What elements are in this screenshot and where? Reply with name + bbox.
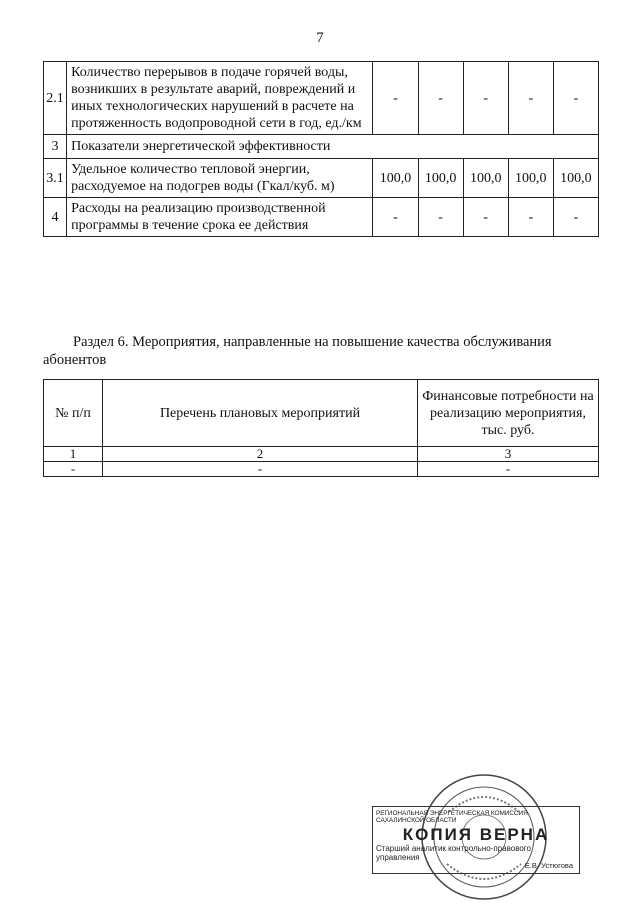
row-value: 100,0: [373, 159, 418, 198]
stamp-signatory: Е.В. Устюгова: [524, 861, 573, 870]
measures-table: [43, 379, 599, 477]
indicators-table: [43, 61, 599, 237]
row-value: 100,0: [418, 159, 463, 198]
stamp-organization: РЕГИОНАЛЬНАЯ ЭНЕРГЕТИЧЕСКАЯ КОМИССИЯ САХАЛИНСКОЙ ОБЛАСТИ: [376, 810, 528, 824]
row-value: -: [418, 198, 463, 237]
stamp-position: Старший аналитик контрольно-правового управления: [376, 844, 531, 862]
row-value: 100,0: [553, 159, 598, 198]
table-cell: -: [44, 462, 103, 477]
row-description: Количество перерывов в подаче горячей воды, возникших в результате аварий, повреждений и иных технологических нарушений в расчете на протяженность водопроводной сети в год, ед./км: [67, 62, 373, 135]
column-header-financing: Финансовые потребности на реализацию мероприятия, тыс. руб.: [418, 380, 599, 447]
section-heading: Раздел 6. Мероприятия, направленные на повышение качества обслуживания абонентов: [43, 334, 552, 368]
column-header-measures: Перечень плановых мероприятий: [103, 380, 418, 447]
row-value: -: [553, 62, 598, 135]
column-header-number: № п/п: [44, 380, 103, 447]
row-number: 3: [44, 135, 67, 159]
row-value: -: [463, 198, 508, 237]
table-cell: 2: [103, 447, 418, 462]
row-description: Удельное количество тепловой энергии, расходуемое на подогрев воды (Гкал/куб. м): [67, 159, 373, 198]
row-value: -: [373, 62, 418, 135]
row-description: Показатели энергетической эффективности: [67, 135, 599, 159]
table-row: [44, 62, 599, 135]
row-value: 100,0: [508, 159, 553, 198]
table-row: [44, 447, 599, 462]
row-value: 100,0: [463, 159, 508, 198]
table-cell: -: [418, 462, 599, 477]
table-row: [44, 198, 599, 237]
row-value: -: [508, 62, 553, 135]
page-number: 7: [316, 30, 324, 46]
certification-stamp: [372, 806, 580, 874]
row-value: -: [373, 198, 418, 237]
table-row: [44, 135, 599, 159]
table-cell: -: [103, 462, 418, 477]
row-value: -: [463, 62, 508, 135]
row-value: -: [418, 62, 463, 135]
table-row: [44, 159, 599, 198]
row-value: -: [508, 198, 553, 237]
table-cell: 3: [418, 447, 599, 462]
table-row: [44, 462, 599, 477]
row-description: Расходы на реализацию производственной программы в течение срока ее действия: [67, 198, 373, 237]
row-number: 4: [44, 198, 67, 237]
row-number: 3.1: [44, 159, 67, 198]
row-value: -: [553, 198, 598, 237]
table-header-row: [44, 380, 599, 447]
row-number: 2.1: [44, 62, 67, 135]
table-cell: 1: [44, 447, 103, 462]
stamp-copy-label: КОПИЯ ВЕРНА: [402, 825, 550, 844]
